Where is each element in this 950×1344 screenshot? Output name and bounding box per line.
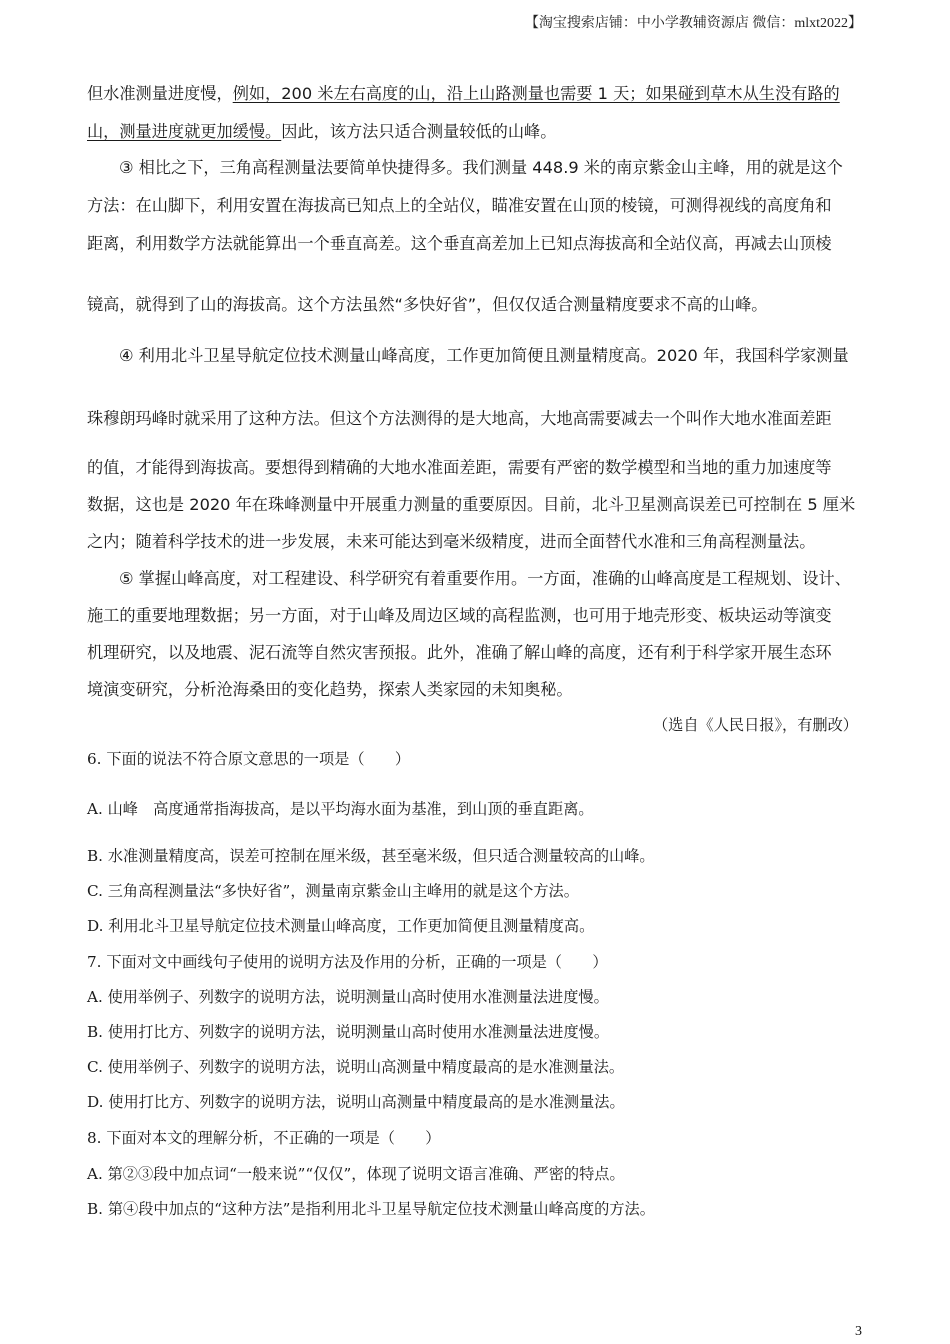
question-7-option-d: D. 使用打比方、列数字的说明方法，说明山高测量中精度最高的是水准测量法。 bbox=[87, 1093, 625, 1111]
paragraph-3-line: ③ 相比之下，三角高程测量法要简单快捷得多。我们测量 448.9 米的南京紫金山主峰，用的就是这个 bbox=[119, 158, 843, 177]
question-7-option-c: C. 使用举例子、列数字的说明方法，说明山高测量中精度最高的是水准测量法。 bbox=[87, 1058, 625, 1076]
question-8: 8. 下面对本文的理解分析，不正确的一项是（ ） bbox=[87, 1129, 441, 1147]
page-header: 【淘宝搜索店铺：中小学教辅资源店 微信：mlxt2022】 bbox=[524, 16, 862, 31]
paragraph-4-line: 数据，这也是 2020 年在珠峰测量中开展重力测量的重要原因。目前，北斗卫星测高误差已可控制在 5 厘米 bbox=[87, 495, 856, 514]
paragraph-3-line: 镜高，就得到了山的海拔高。这个方法虽然“多快好省”，但仅仅适合测量精度要求不高的山峰。 bbox=[87, 295, 768, 314]
question-7-option-a: A. 使用举例子、列数字的说明方法，说明测量山高时使用水准测量法进度慢。 bbox=[87, 988, 609, 1006]
paragraph-5-line: ⑤ 掌握山峰高度，对工程建设、科学研究有着重要作用。一方面，准确的山峰高度是工程规划、设计、 bbox=[119, 569, 851, 588]
underlined-sentence: 例如，200 米左右高度的山，沿上山路测量也需要 1 天；如果碰到草木从生没有路的 bbox=[232, 84, 840, 103]
paragraph-4-line: 之内；随着科学技术的进一步发展，未来可能达到毫米级精度，进而全面替代水准和三角高程测量法。 bbox=[87, 532, 816, 551]
paragraph-5-line: 境演变研究，分析沧海桑田的变化趋势，探索人类家园的未知奥秘。 bbox=[87, 680, 573, 699]
question-7-option-b: B. 使用打比方、列数字的说明方法，说明测量山高时使用水准测量法进度慢。 bbox=[87, 1023, 610, 1041]
question-6-option-d: D. 利用北斗卫星导航定位技术测量山峰高度，工作更加简便且测量精度高。 bbox=[87, 917, 595, 935]
page-number: 3 bbox=[855, 1324, 862, 1339]
paragraph-3-line: 距离，利用数学方法就能算出一个垂直高差。这个垂直高差加上已知点海拔高和全站仪高，再减去山顶棱 bbox=[87, 234, 832, 253]
question-6-option-a: A. 山峰 高度通常指海拔高，是以平均海水面为基准，到山顶的垂直距离。 bbox=[87, 800, 594, 818]
question-6-option-c: C. 三角高程测量法“多快好省”，测量南京紫金山主峰用的就是这个方法。 bbox=[87, 882, 579, 900]
source-citation: （选自《人民日报》，有删改） bbox=[652, 716, 858, 734]
paragraph-4-line: ④ 利用北斗卫星导航定位技术测量山峰高度，工作更加简便且测量精度高。2020 年，我国科学家测量 bbox=[119, 346, 849, 365]
question-8-option-a: A. 第②③段中加点词“一般来说”“仅仅”，体现了说明文语言准确、严密的特点。 bbox=[87, 1165, 625, 1183]
question-8-option-b: B. 第④段中加点的“这种方法”是指利用北斗卫星导航定位技术测量山峰高度的方法。 bbox=[87, 1200, 655, 1218]
passage-text: 但水准测量进度慢， bbox=[87, 84, 233, 103]
paragraph-5-line: 机理研究，以及地震、泥石流等自然灾害预报。此外，准确了解山峰的高度，还有利于科学家开展生态环 bbox=[87, 643, 832, 662]
passage-text: 因此，该方法只适合测量较低的山峰。 bbox=[281, 122, 557, 141]
underlined-sentence: 山，测量进度就更加缓慢。 bbox=[87, 122, 282, 141]
question-6: 6. 下面的说法不符合原文意思的一项是（ ） bbox=[87, 750, 411, 768]
paragraph-5-line: 施工的重要地理数据；另一方面，对于山峰及周边区域的高程监测，也可用于地壳形变、板块运动等演变 bbox=[87, 606, 832, 625]
question-6-option-b: B. 水准测量精度高，误差可控制在厘米级，甚至毫米级，但只适合测量较高的山峰。 bbox=[87, 847, 655, 865]
paragraph-4-line: 的值，才能得到海拔高。要想得到精确的大地水准面差距，需要有严密的数学模型和当地的重力加速度等 bbox=[87, 458, 832, 477]
passage-line bbox=[87, 80, 840, 104]
paragraph-4-line: 珠穆朗玛峰时就采用了这种方法。但这个方法测得的是大地高，大地高需要减去一个叫作大地水准面差距 bbox=[87, 409, 832, 428]
paragraph-3-line: 方法：在山脚下，利用安置在海拔高已知点上的全站仪，瞄准安置在山顶的棱镜，可测得视线的高度角和 bbox=[87, 196, 832, 215]
passage-line bbox=[87, 118, 556, 142]
question-7: 7. 下面对文中画线句子使用的说明方法及作用的分析，正确的一项是（ ） bbox=[87, 953, 608, 971]
